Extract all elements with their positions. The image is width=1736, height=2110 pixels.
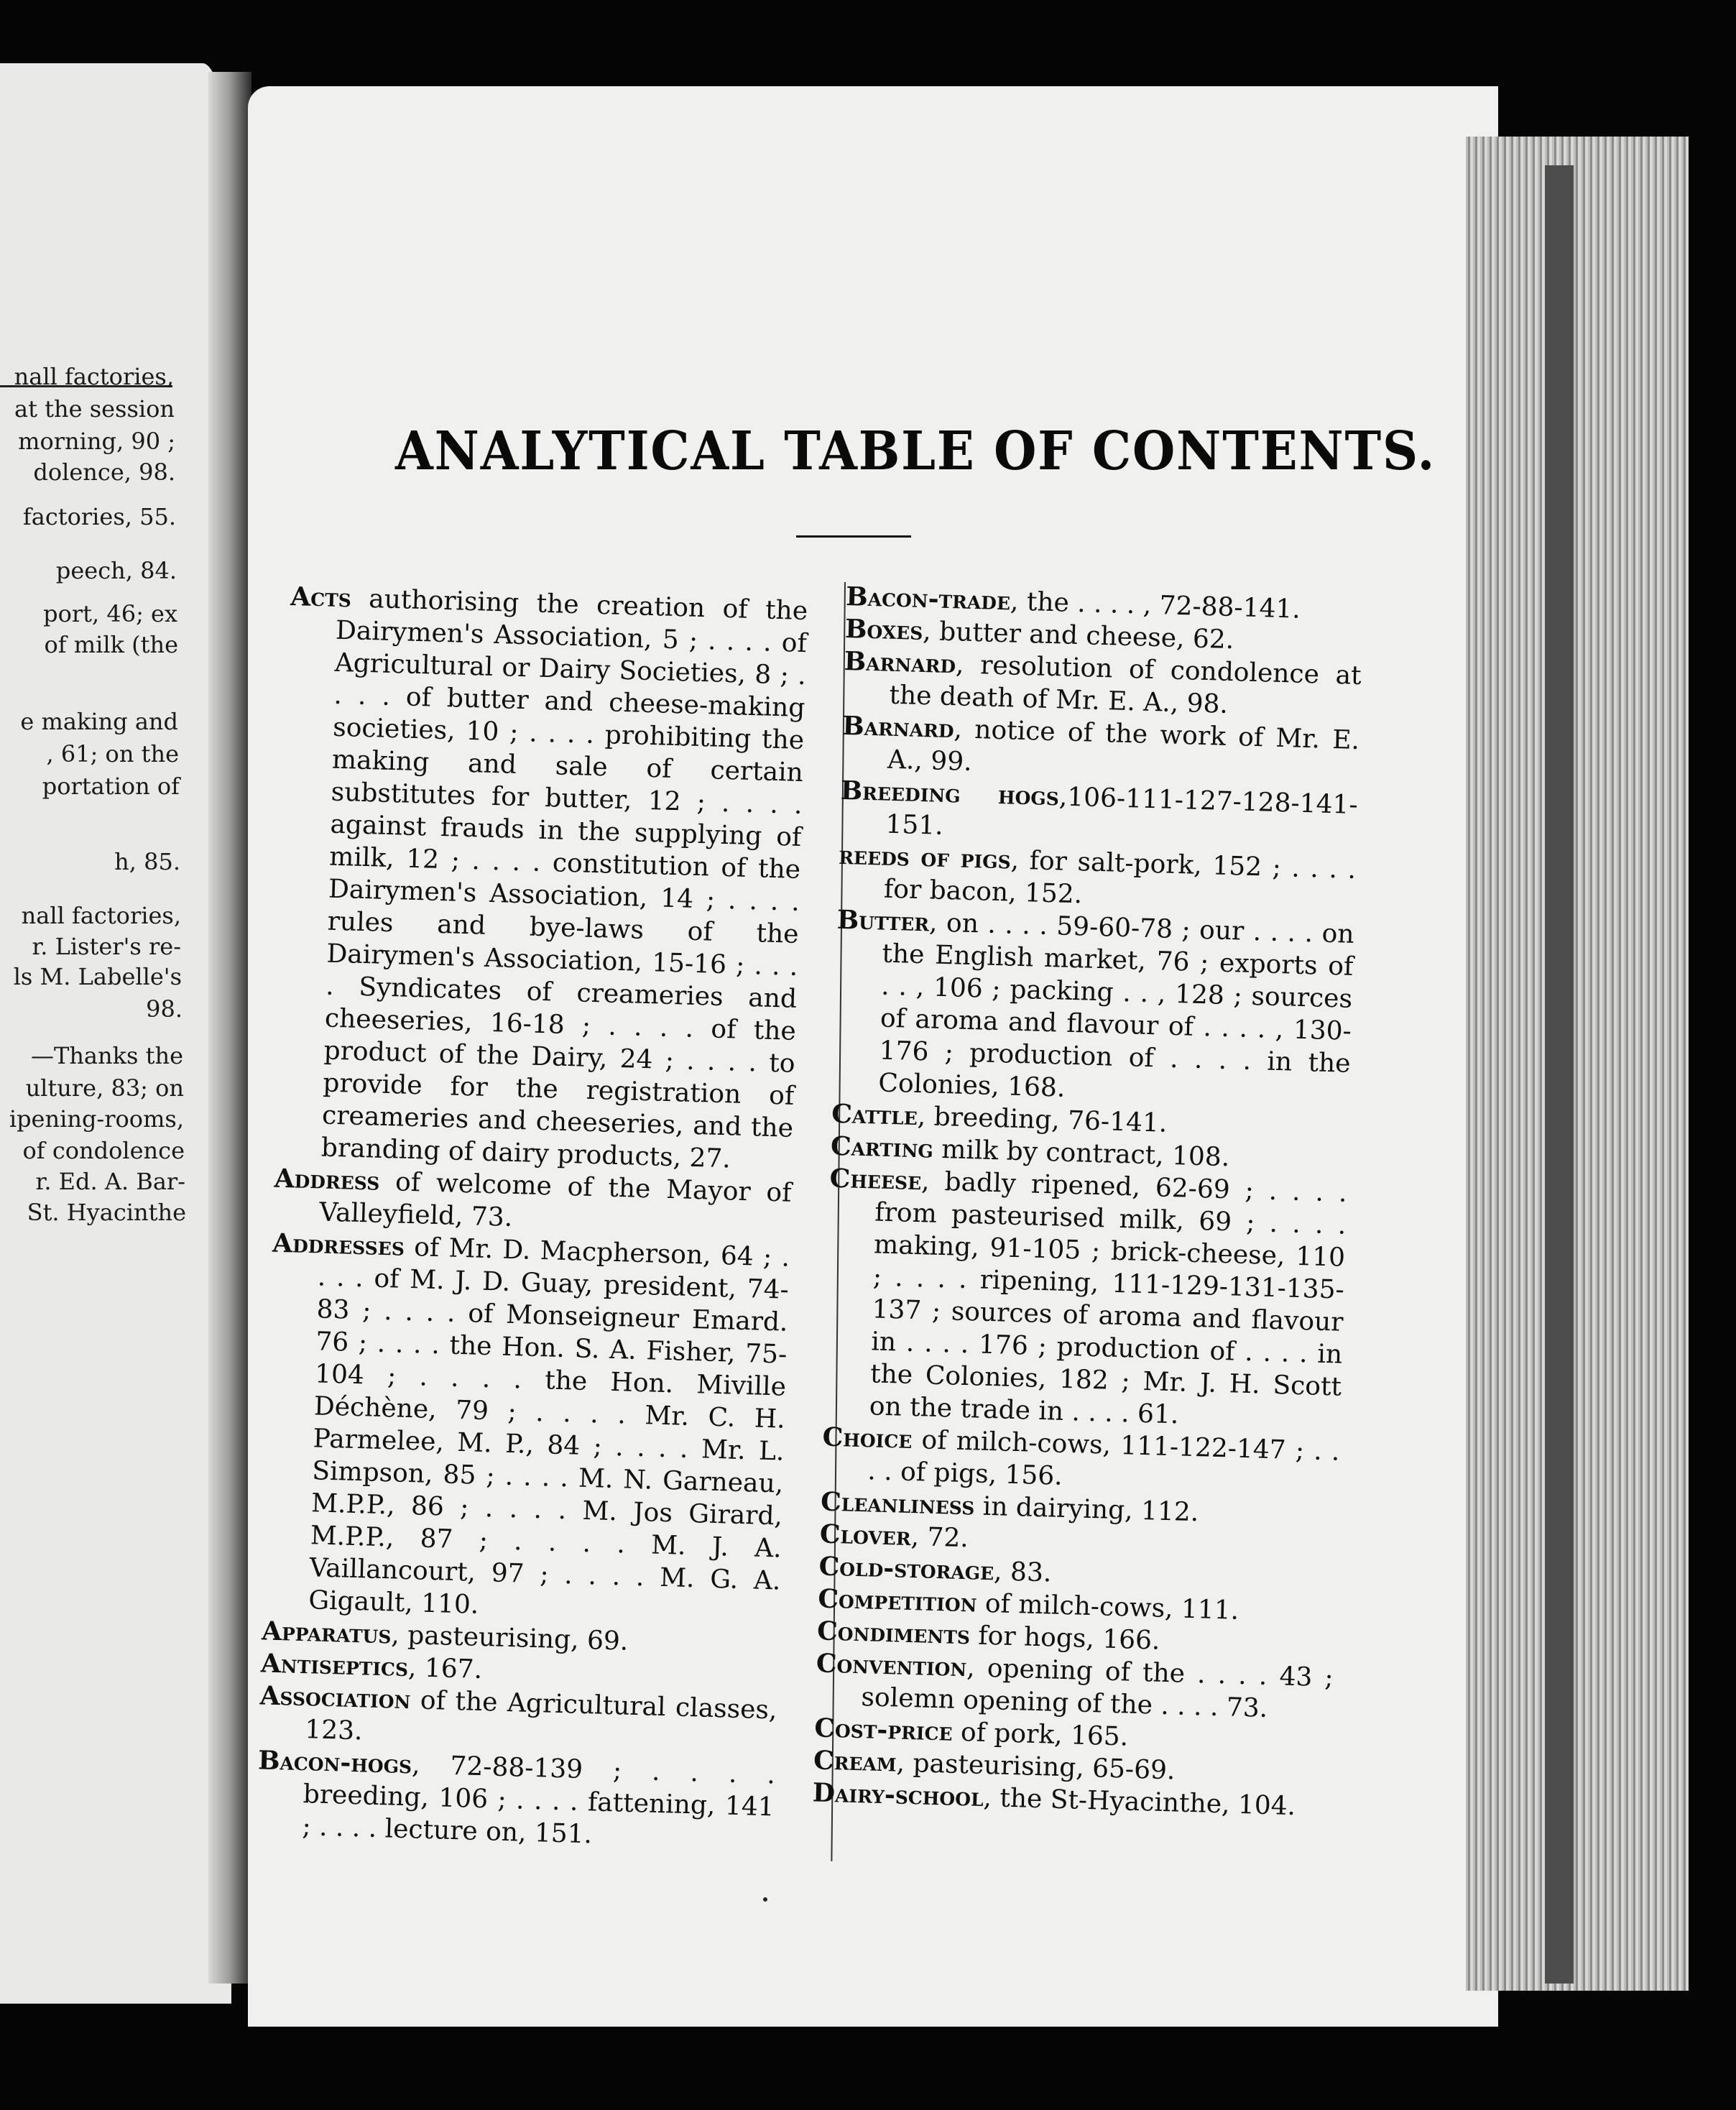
facing-page-line: dolence, 98. — [33, 459, 175, 486]
index-keyword: Butter — [836, 904, 930, 938]
page-edges — [1466, 137, 1689, 1991]
index-keyword: Antiseptics — [260, 1648, 409, 1683]
facing-page-line: at the session — [14, 395, 175, 423]
index-references: , notice of the work of Mr. E. A., 99. — [887, 714, 1360, 777]
facing-page-line: e making and — [20, 708, 178, 735]
index-column-right — [812, 581, 1363, 1823]
index-references: ,106-111-127-128-141-151. — [885, 782, 1359, 841]
index-references: of milch-cows, 111-122-147 ; . . . . of pigs, 156. — [867, 1425, 1340, 1491]
index-references: , the . . . . , 72-88-141. — [1010, 586, 1301, 625]
page-title: ANALYTICAL TABLE OF CONTENTS. — [395, 420, 1436, 482]
index-references: of pork, 165. — [952, 1717, 1129, 1752]
facing-page-line: r. Lister's re- — [32, 933, 181, 960]
index-references: , pasteurising, 65-69. — [896, 1748, 1176, 1786]
index-references: , badly ripened, 62-69 ; . . . . from pasteurised milk, 69 ; . . . . making, 91-105 ; brick-cheese, 110 ; . . . . ripening, 111-129-131-135-137 ; sources of aroma and flavour in . . . . 176 ; production of . . . . in the Colonies, 182 ; Mr. J. H. Scott on the trade in . . . . 61. — [869, 1166, 1348, 1430]
index-keyword: Choice — [822, 1422, 913, 1455]
index-keyword: Boxes — [844, 613, 923, 646]
facing-page-line: r. Ed. A. Bar- — [35, 1168, 185, 1195]
page-edge-shadow — [1545, 165, 1574, 1984]
index-entry — [823, 1163, 1347, 1436]
index-keyword: Cold-storage — [818, 1551, 994, 1587]
index-keyword: Competition — [817, 1583, 978, 1618]
facing-page-line: —Thanks the — [30, 1042, 183, 1069]
index-references: , the St-Hyacinthe, 104. — [983, 1782, 1296, 1822]
facing-page-line: morning, 90 ; — [18, 428, 175, 455]
index-references: , for salt-pork, 152 ; . . . . for bacon, 152. — [883, 845, 1357, 910]
index-keyword: Clover — [819, 1519, 912, 1552]
index-keyword: Breeding hogs — [840, 775, 1060, 812]
facing-page-line: portation of — [42, 773, 180, 800]
index-references: of welcome of the Mayor of Valleyfield, 73. — [318, 1166, 793, 1233]
index-references: of milch-cows, 111. — [976, 1588, 1239, 1626]
index-references: , on . . . . 59-60-78 ; our . . . . on the English market, 76 ; exports of . . , 106 ; packing . . , 128 ; sources of aroma and flavour of . . . . , 130-176 ; production of . . . . in the Colonies, 168. — [877, 908, 1355, 1103]
index-references: , 72-88-139 ; . . . . breeding, 106 ; . . . . fattening, 141 ; . . . . lecture on, 151. — [302, 1750, 776, 1850]
index-entry — [832, 904, 1354, 1112]
index-keyword: Acts — [290, 581, 352, 614]
index-entry — [256, 1744, 775, 1856]
index-keyword: Dairy-school — [812, 1777, 984, 1812]
title-rule — [796, 535, 911, 538]
index-keyword: Condiments — [816, 1616, 971, 1651]
index-keyword: Cleanliness — [820, 1486, 975, 1521]
facing-page-line: factories, 55. — [22, 503, 176, 530]
facing-page-line: peech, 84. — [55, 557, 177, 584]
index-keyword: Cattle — [831, 1098, 918, 1132]
facing-page-line: ipening-rooms, — [9, 1105, 184, 1133]
index-references: , pasteurising, 69. — [390, 1620, 629, 1657]
facing-page-line: port, 46; ex — [43, 600, 177, 627]
index-keyword: Barnard — [844, 645, 956, 680]
index-keyword: Association — [259, 1680, 411, 1715]
index-references: of Mr. D. Macpherson, 64 ; . . . . of M. J. D. Guay, president, 74-83 ; . . . . of Monseigneur Emard. 76 ; . . . . the Hon. S. A. Fisher, 75-104 ; . . . . the Hon. Miville Déchène, 79 ; . . . . Mr. C. H. Parmelee, M. P., 84 ; . . . . Mr. L. Simpson, 85 ; . . . . M. N. Garneau, M.P.P., 86 ; . . . . M. Jos Girard, M.P.P., 87 ; . . . . M. J. A. Vaillancourt, 97 ; . . . . M. G. A. Gigault, 110. — [308, 1232, 790, 1620]
index-column-left — [256, 581, 808, 1856]
facing-page-line: of condolence — [22, 1137, 185, 1164]
index-references: authorising the creation of the Dairymen's Association, 5 ; . . . . of Agricultural or Dairy Societies, 8 ; . . . . of butter and cheese-making societies, 10 ; . . . . prohibiting the making and sale of certain substitutes for butter, 12 ; . . . . against frauds in the supplying of milk, 12 ; . . . . constitution of the Dairymen's Association, 14 ; . . . . rules and bye-laws of the Dairymen's Association, 15-16 ; . . . . Syndicates of creameries and cheeseries, 16-18 ; . . . . of the product of the Dairy, 24 ; . . . . to provide for the registration of creameries and cheeseries, and the branding of dairy products, 27. — [320, 584, 808, 1174]
facing-page-line: , 61; on the — [46, 740, 179, 768]
index-references: , 83. — [993, 1557, 1052, 1588]
facing-page-line: of milk (the — [44, 631, 178, 658]
facing-page-line: 98. — [146, 995, 183, 1023]
index-references: , breeding, 76-141. — [917, 1102, 1168, 1138]
book-gutter — [208, 72, 251, 1984]
page-mark — [763, 1897, 767, 1902]
facing-page-line: St. Hyacinthe — [27, 1199, 186, 1226]
index-keyword: Bacon-hogs — [257, 1745, 412, 1780]
index-keyword: reeds of pigs — [838, 839, 1012, 875]
index-references: , 167. — [407, 1653, 483, 1685]
index-references: , opening of the . . . . 43 ; solemn opening of the . . . . 73. — [861, 1653, 1334, 1723]
facing-page-line: ls M. Labelle's — [13, 963, 182, 990]
index-entry — [274, 581, 808, 1177]
facing-page-line: h, 85. — [114, 848, 180, 875]
index-references: , resolution of condolence at the death of Mr. E. A., 98. — [889, 650, 1362, 719]
index-references: of the Agricultural classes, 123. — [304, 1685, 777, 1746]
index-keyword: Address — [274, 1163, 380, 1197]
index-references: milk by contract, 108. — [933, 1134, 1230, 1173]
index-keyword: Barnard — [841, 710, 955, 745]
index-entry — [262, 1227, 790, 1630]
index-references: , butter and cheese, 62. — [922, 617, 1234, 655]
facing-page — [0, 63, 231, 2004]
index-keyword: Carting — [830, 1130, 934, 1164]
index-references: in dairying, 112. — [974, 1491, 1199, 1528]
facing-page-line: nall factories, — [21, 902, 181, 929]
index-keyword: Addresses — [272, 1227, 405, 1262]
facing-page-line: nall factories, — [14, 363, 174, 390]
facing-page-line: ulture, 83; on — [25, 1074, 184, 1102]
index-references: for hogs, 166. — [969, 1621, 1160, 1656]
index-keyword: Bacon-trade — [845, 581, 1011, 617]
index-references: , 72. — [910, 1522, 969, 1554]
index-keyword: Apparatus — [261, 1616, 392, 1650]
index-keyword: Cheese — [829, 1163, 922, 1197]
index-keyword: Convention — [816, 1648, 967, 1683]
index-keyword: Cost-price — [813, 1713, 954, 1747]
index-keyword: Cream — [813, 1745, 897, 1778]
